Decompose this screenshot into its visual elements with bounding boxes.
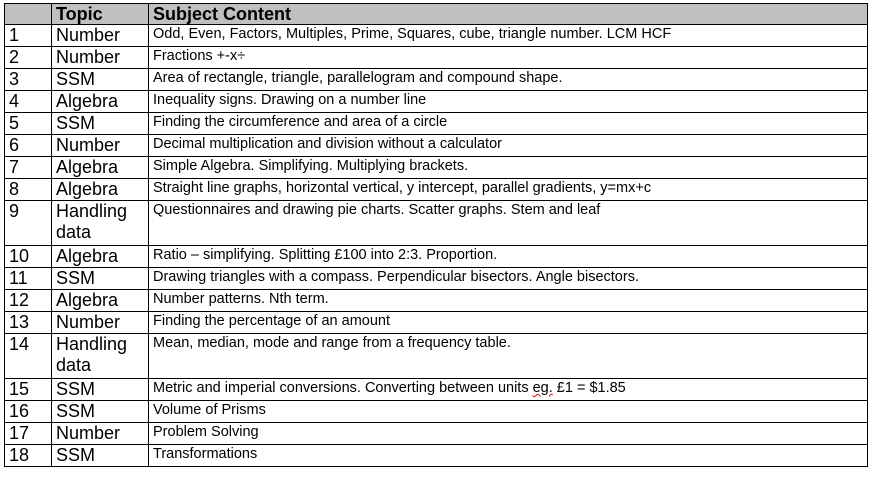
row-number: 8: [5, 179, 52, 201]
header-subject-content: Subject Content: [149, 4, 868, 25]
row-number: 12: [5, 290, 52, 312]
content-text: £1 = $1.85: [552, 380, 626, 396]
table-row: [5, 445, 868, 467]
row-topic: Number: [52, 25, 149, 47]
header-row: [5, 4, 868, 25]
row-topic: SSM: [52, 401, 149, 423]
row-number: 6: [5, 135, 52, 157]
row-content: Volume of Prisms: [149, 401, 868, 423]
row-number: 14: [5, 334, 52, 379]
row-content: Questionnaires and drawing pie charts. Scatter graphs. Stem and leaf: [149, 201, 868, 246]
row-number: 3: [5, 69, 52, 91]
row-topic: Number: [52, 135, 149, 157]
table-row: [5, 401, 868, 423]
table-row: [5, 113, 868, 135]
row-content: Finding the circumference and area of a circle: [149, 113, 868, 135]
row-number: 15: [5, 379, 52, 401]
table-row: [5, 47, 868, 69]
row-content: Area of rectangle, triangle, parallelogram and compound shape.: [149, 69, 868, 91]
row-content: Mean, median, mode and range from a frequency table.: [149, 334, 868, 379]
row-topic: SSM: [52, 379, 149, 401]
row-topic: Algebra: [52, 157, 149, 179]
table-row: [5, 379, 868, 401]
table-row: [5, 25, 868, 47]
table-row: [5, 290, 868, 312]
row-number: 1: [5, 25, 52, 47]
table-row: [5, 69, 868, 91]
topics-table: [4, 3, 868, 467]
row-number: 18: [5, 445, 52, 467]
row-content: [149, 379, 868, 401]
row-content: Fractions +-x÷: [149, 47, 868, 69]
row-topic: Number: [52, 47, 149, 69]
row-number: 17: [5, 423, 52, 445]
row-content: Straight line graphs, horizontal vertical, y intercept, parallel gradients, y=mx+c: [149, 179, 868, 201]
table-row: [5, 334, 868, 379]
row-topic: SSM: [52, 268, 149, 290]
row-content: Transformations: [149, 445, 868, 467]
row-content: Inequality signs. Drawing on a number line: [149, 91, 868, 113]
row-topic: Algebra: [52, 179, 149, 201]
table-row: [5, 423, 868, 445]
row-topic: Algebra: [52, 91, 149, 113]
row-number: 2: [5, 47, 52, 69]
row-content: Finding the percentage of an amount: [149, 312, 868, 334]
row-topic: Number: [52, 312, 149, 334]
row-content: Odd, Even, Factors, Multiples, Prime, Squares, cube, triangle number. LCM HCF: [149, 25, 868, 47]
row-topic: SSM: [52, 69, 149, 91]
row-number: 5: [5, 113, 52, 135]
row-number: 4: [5, 91, 52, 113]
table-row: [5, 91, 868, 113]
row-topic: SSM: [52, 113, 149, 135]
row-topic: Algebra: [52, 246, 149, 268]
row-topic: Number: [52, 423, 149, 445]
table-row: [5, 201, 868, 246]
header-topic: Topic: [52, 4, 149, 25]
row-topic: Handling data: [52, 201, 149, 246]
row-content: Number patterns. Nth term.: [149, 290, 868, 312]
table-row: [5, 135, 868, 157]
row-content: Ratio – simplifying. Splitting £100 into 2:3. Proportion.: [149, 246, 868, 268]
row-topic: Algebra: [52, 290, 149, 312]
row-number: 16: [5, 401, 52, 423]
row-number: 13: [5, 312, 52, 334]
row-topic: SSM: [52, 445, 149, 467]
row-content: Drawing triangles with a compass. Perpendicular bisectors. Angle bisectors.: [149, 268, 868, 290]
header-number: [5, 4, 52, 25]
content-text: Metric and imperial conversions. Converting between units: [153, 380, 533, 396]
table-row: [5, 268, 868, 290]
row-topic: Handling data: [52, 334, 149, 379]
table-row: [5, 179, 868, 201]
row-content: Problem Solving: [149, 423, 868, 445]
row-number: 11: [5, 268, 52, 290]
spellcheck-underlined-word: eg.: [532, 380, 553, 396]
row-content: Simple Algebra. Simplifying. Multiplying brackets.: [149, 157, 868, 179]
row-number: 7: [5, 157, 52, 179]
row-number: 10: [5, 246, 52, 268]
table-row: [5, 312, 868, 334]
row-content: Decimal multiplication and division without a calculator: [149, 135, 868, 157]
table-row: [5, 157, 868, 179]
table-row: [5, 246, 868, 268]
row-number: 9: [5, 201, 52, 246]
